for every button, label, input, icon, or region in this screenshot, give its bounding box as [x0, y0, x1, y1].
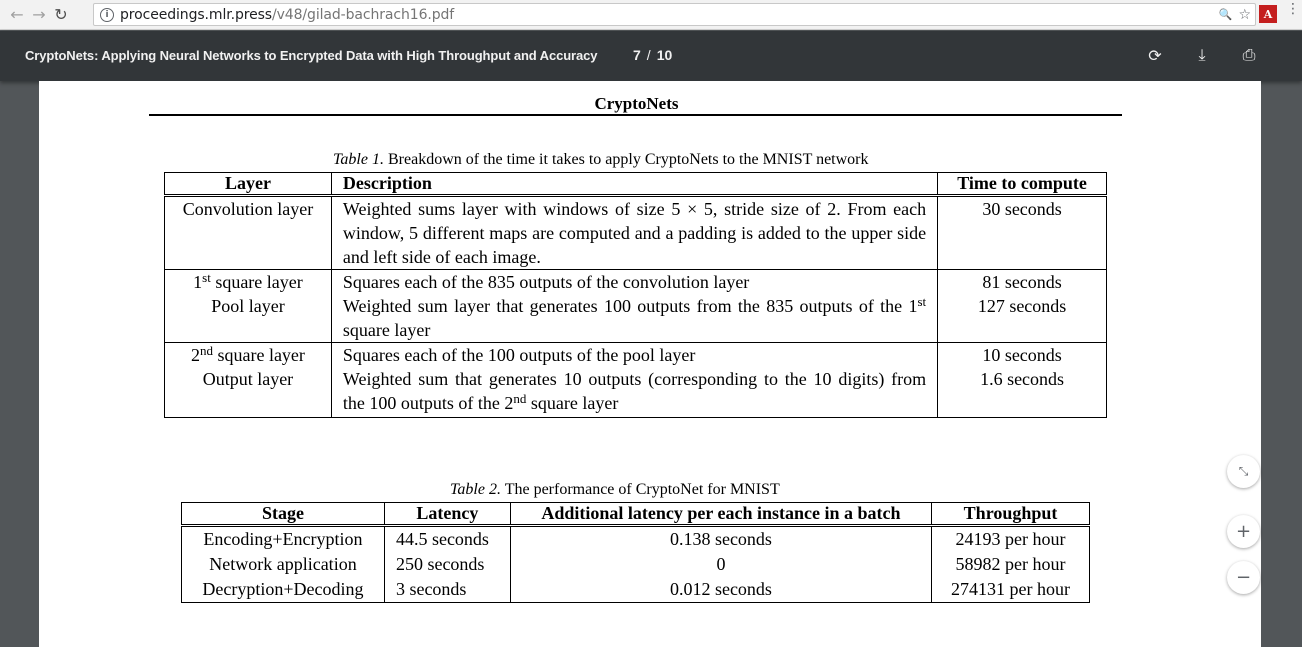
pdf-page — [39, 81, 1261, 647]
table2-cell-latency: 44.5 seconds — [384, 526, 510, 553]
back-arrow-icon[interactable]: ← — [10, 5, 24, 24]
table2-caption — [450, 481, 780, 499]
desc-part-b: square layer — [526, 393, 619, 413]
table1-cell-layer: Convolution layer — [165, 196, 332, 270]
table-row — [165, 270, 1107, 295]
table-row — [165, 294, 1107, 343]
table2-header-additional: Additional latency per each instance in a batch — [510, 503, 931, 526]
site-info-icon[interactable]: i — [100, 8, 114, 22]
table2-cell-additional: 0 — [510, 552, 931, 577]
table1-cell-layer — [165, 270, 332, 295]
layer-ordinal: nd — [199, 343, 213, 358]
download-icon[interactable]: ⤓ — [1198, 45, 1206, 64]
table2-cell-throughput: 58982 per hour — [932, 552, 1090, 577]
table2-cell-additional: 0.138 seconds — [510, 526, 931, 553]
bookmark-star-icon[interactable]: ☆ — [1238, 6, 1251, 23]
address-bar[interactable] — [93, 3, 1256, 26]
table2-cell-latency: 3 seconds — [384, 577, 510, 603]
table1-cell-layer — [165, 343, 332, 368]
url-path: /v48/gilad-bachrach16.pdf — [272, 6, 455, 23]
table1-header-row — [165, 173, 1107, 196]
reload-icon[interactable]: ↻ — [54, 5, 68, 24]
table2-cell-additional: 0.012 seconds — [510, 577, 931, 603]
url-host: proceedings.mlr.press — [120, 6, 272, 23]
current-page-input[interactable]: 7 — [633, 47, 641, 63]
table2-cell-stage: Network application — [182, 552, 385, 577]
table-row — [165, 367, 1107, 418]
table1-cell-time: 81 seconds — [938, 270, 1107, 295]
table2-cell-throughput: 24193 per hour — [932, 526, 1090, 553]
zoom-out-icon[interactable]: − — [1227, 561, 1260, 594]
desc-ordinal: nd — [513, 391, 527, 406]
table-row — [165, 343, 1107, 368]
table2-cell-stage: Encoding+Encryption — [182, 526, 385, 553]
layer-number: 1 — [193, 272, 203, 292]
table1-cell-time: 10 seconds — [938, 343, 1107, 368]
layer-rest: square layer — [210, 272, 303, 292]
header-rule — [149, 114, 1122, 116]
table-row — [182, 577, 1090, 603]
table2-caption-label: Table 2. — [450, 481, 501, 498]
table2-header-row — [182, 503, 1090, 526]
table1-caption — [333, 151, 869, 169]
table2-cell-stage: Decryption+Decoding — [182, 577, 385, 603]
page-indicator — [633, 47, 672, 63]
url-text[interactable] — [120, 7, 454, 23]
table1-cell-description: Squares each of the 835 outputs of the convolution layer — [331, 270, 937, 295]
table2-header-throughput: Throughput — [932, 503, 1090, 526]
pdf-viewer-toolbar — [0, 31, 1302, 81]
table-row — [182, 552, 1090, 577]
table2-caption-text: The performance of CryptoNet for MNIST — [500, 481, 780, 498]
table1-cell-description — [331, 294, 937, 343]
table1-header-layer: Layer — [165, 173, 332, 196]
desc-ordinal: st — [917, 294, 927, 309]
table1-cell-layer: Output layer — [165, 367, 332, 418]
table1-cell-time: 127 seconds — [938, 294, 1107, 343]
table2-header-latency: Latency — [384, 503, 510, 526]
table1-cell-time: 1.6 seconds — [938, 367, 1107, 418]
table1-header-description: Description — [331, 173, 937, 196]
rotate-icon[interactable]: ⟳ — [1148, 45, 1162, 65]
table1 — [164, 172, 1107, 418]
table1-caption-label: Table 1. — [333, 151, 384, 168]
table1-caption-text: Breakdown of the time it takes to apply CryptoNets to the MNIST network — [383, 151, 869, 168]
table2 — [181, 502, 1090, 603]
desc-part-b: square layer — [342, 320, 431, 340]
zoom-in-icon[interactable]: + — [1227, 515, 1260, 548]
desc-part-a: Weighted sum that generates 10 outputs (corresponding to the 10 digits) from the 100 outputs of the 2 — [342, 369, 927, 413]
table1-cell-description — [331, 367, 937, 418]
page-separator: / — [646, 47, 651, 63]
table1-cell-description: Squares each of the 100 outputs of the pool layer — [331, 343, 937, 368]
zoom-magnifier-icon[interactable]: 🔍 — [1218, 8, 1233, 21]
table2-cell-latency: 250 seconds — [384, 552, 510, 577]
desc-part-a: Weighted sum layer that generates 100 outputs from the 835 outputs of the 1 — [342, 296, 918, 316]
table1-cell-time: 30 seconds — [938, 196, 1107, 270]
table2-header-stage: Stage — [182, 503, 385, 526]
running-head: CryptoNets — [594, 94, 679, 113]
table-row — [182, 526, 1090, 553]
table1-cell-description: Weighted sums layer with windows of size 5 × 5, stride size of 2. From each window, 5 different maps are computed and a padding is added to the upper side and left side of each image. — [331, 196, 937, 270]
total-pages: 10 — [656, 47, 673, 63]
table2-cell-throughput: 274131 per hour — [932, 577, 1090, 603]
layer-ordinal: st — [202, 270, 211, 285]
document-title: CryptoNets: Applying Neural Networks to Encrypted Data with High Throughput and Accuracy — [25, 48, 598, 63]
table1-header-time: Time to compute — [938, 173, 1107, 196]
acrobat-extension-icon[interactable]: A — [1259, 5, 1277, 23]
forward-arrow-icon[interactable]: → — [32, 5, 46, 24]
browser-menu-icon[interactable]: ⋮ — [1286, 1, 1300, 17]
layer-rest: square layer — [212, 345, 305, 365]
table-row — [165, 196, 1107, 270]
layer-number: 2 — [190, 345, 200, 365]
print-icon[interactable]: ⎙ — [1242, 45, 1256, 64]
fit-to-page-icon[interactable]: ⤡ — [1227, 455, 1260, 488]
table1-cell-layer: Pool layer — [165, 294, 332, 343]
browser-toolbar — [0, 0, 1302, 30]
